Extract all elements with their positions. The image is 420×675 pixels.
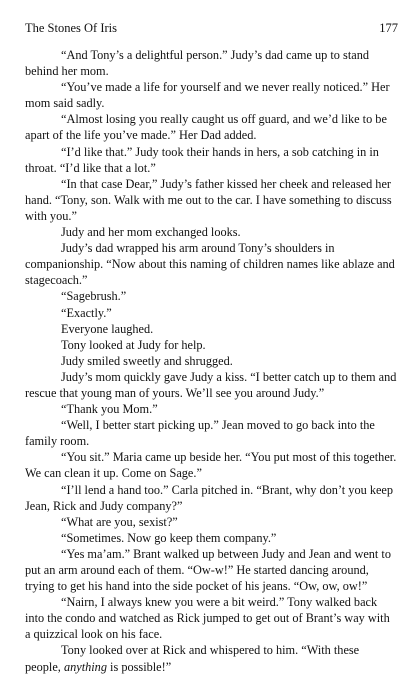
paragraph: “Yes ma’am.” Brant walked up between Judy and Jean and went to put an arm around each of them. “Ow-w!” He started dancing around, trying to get his hand into the side pocket of his jeans. “Ow, ow, ow!” xyxy=(25,546,391,594)
paragraph: “Sometimes. Now go keep them company.” xyxy=(61,530,277,545)
paragraph: “Sagebrush.” xyxy=(61,289,127,304)
body-text xyxy=(25,47,397,675)
paragraph: “I’ll lend a hand too.” Carla pitched in. “Brant, why don’t you keep Jean, Rick and Judy company?” xyxy=(25,482,394,513)
paragraph: Judy’s dad wrapped his arm around Tony’s shoulders in companionship. “Now about this naming of children names like ablaze and stagecoach.” xyxy=(25,241,395,288)
paragraph: “You sit.” Maria came up beside her. “You put most of this together. We can clean it up. Come on Sage.” xyxy=(25,450,397,481)
running-header xyxy=(25,20,398,36)
paragraph: “And Tony’s a delightful person.” Judy’s dad came up to stand behind her mom. xyxy=(25,48,369,79)
paragraph: Judy’s mom quickly gave Judy a kiss. “I better catch up to them and rescue that young man of yours. We’ll see you around Judy.” xyxy=(25,369,397,400)
book-title: The Stones Of Iris xyxy=(25,21,117,35)
last-paragraph-tail: is possible!” xyxy=(106,659,172,674)
paragraph: “Well, I better start picking up.” Jean moved to go back into the family room. xyxy=(25,418,375,449)
paragraph: Tony looked at Judy for help. xyxy=(61,337,206,352)
paragraph: Everyone laughed. xyxy=(61,321,154,336)
paragraph: Judy smiled sweetly and shrugged. xyxy=(61,353,233,368)
paragraph: Judy and her mom exchanged looks. xyxy=(61,225,241,240)
page-number: 177 xyxy=(379,21,398,35)
paragraph: “Nairn, I always knew you were a bit weird.” Tony walked back into the condo and watched as Rick jumped to get out of Brant’s way with a quizzical look on his face. xyxy=(25,595,390,642)
paragraph: “Exactly.” xyxy=(61,305,112,320)
last-paragraph xyxy=(25,642,397,674)
paragraph: “What are you, sexist?” xyxy=(61,514,178,529)
paragraph: “I’d like that.” Judy took their hands in hers, a sob catching in in throat. “I’d like that a lot.” xyxy=(25,144,379,175)
emphasized-word: anything xyxy=(63,659,107,674)
paragraph: “Thank you Mom.” xyxy=(61,402,158,417)
paragraph: “You’ve made a life for yourself and we never really noticed.” Her mom said sadly. xyxy=(25,80,390,111)
paragraph: “Almost losing you really caught us off guard, and we’d like to be apart of the life you’ve made.” Her Dad added. xyxy=(25,112,387,143)
paragraph: “In that case Dear,” Judy’s father kissed her cheek and released her hand. “Tony, son. Walk with me out to the car. I have something to discuss with you.” xyxy=(25,176,392,223)
last-paragraph-lead: Tony looked over at Rick and whispered to him. “With these people, xyxy=(25,643,360,674)
